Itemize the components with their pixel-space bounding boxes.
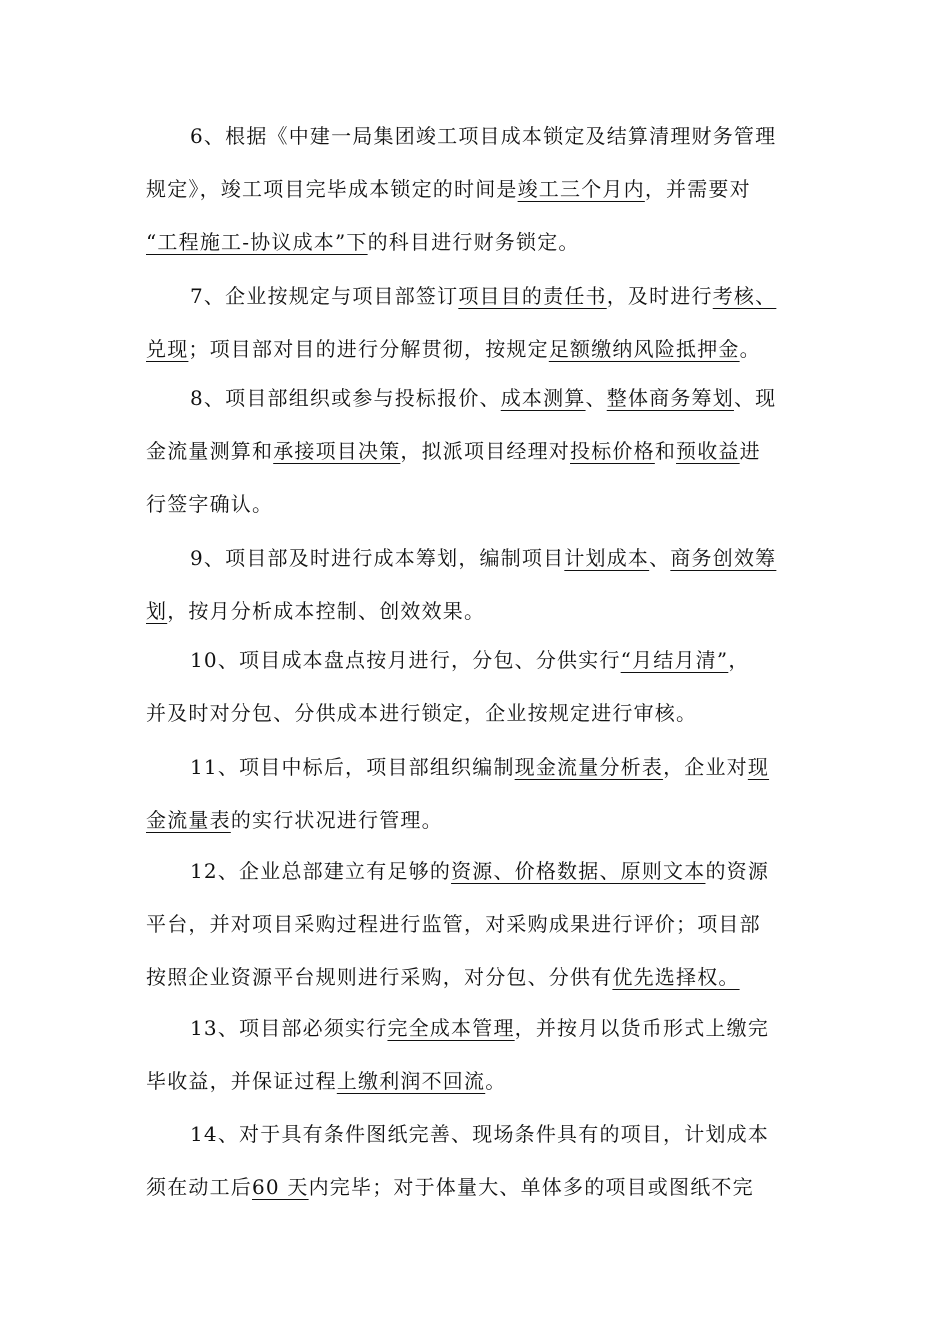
text-segment: 11、项目中标后，项目部组织编制 bbox=[190, 755, 515, 779]
text-segment: 14、对于具有条件图纸完善、现场条件具有的项目，计划成本 bbox=[190, 1122, 770, 1146]
text-line bbox=[146, 532, 806, 585]
text-line bbox=[146, 216, 806, 269]
text-segment: 毕收益，并保证过程 bbox=[146, 1069, 337, 1093]
paragraph-8 bbox=[146, 372, 806, 531]
text-segment: ；项目部对目的进行分解贯彻，按规定 bbox=[188, 337, 549, 361]
text-segment: 进 bbox=[739, 439, 761, 463]
text-segment: 的科目进行财务锁定。 bbox=[367, 230, 580, 254]
text-segment: ，并按月以货币形式上缴完 bbox=[514, 1016, 770, 1040]
text-segment: 9、项目部及时进行成本筹划，编制项目 bbox=[190, 546, 565, 570]
text-line bbox=[146, 372, 806, 425]
text-line bbox=[146, 845, 806, 898]
text-line bbox=[146, 634, 806, 687]
text-segment: 10、项目成本盘点按月进行，分包、分供实行 bbox=[190, 648, 621, 672]
text-line bbox=[146, 163, 806, 216]
paragraph-11 bbox=[146, 741, 806, 847]
underlined-text: 完全成本管理 bbox=[387, 1016, 515, 1040]
text-segment: 的资源 bbox=[705, 859, 770, 883]
underlined-text: 计划成本 bbox=[564, 546, 650, 570]
paragraph-7 bbox=[146, 270, 806, 376]
text-segment: 平台，并对项目采购过程进行监管，对采购成果进行评价；项目部 bbox=[146, 912, 761, 936]
text-segment: 须在动工后 bbox=[146, 1175, 252, 1199]
text-segment: 行签字确认。 bbox=[146, 492, 274, 516]
underlined-text: 金流量表 bbox=[146, 808, 231, 832]
paragraph-10 bbox=[146, 634, 806, 740]
underlined-text: 优先选择权。 bbox=[612, 965, 740, 989]
text-segment: 金流量测算和 bbox=[146, 439, 274, 463]
text-line bbox=[146, 1002, 806, 1055]
text-line bbox=[146, 585, 806, 638]
underlined-text: 承接项目决策 bbox=[273, 439, 401, 463]
text-segment: 13、项目部必须实行 bbox=[190, 1016, 388, 1040]
underlined-text: 现 bbox=[747, 755, 770, 779]
text-segment: ，拟派项目经理对 bbox=[400, 439, 571, 463]
text-line bbox=[146, 110, 806, 163]
text-segment: ，并需要对 bbox=[644, 177, 751, 201]
text-line bbox=[146, 270, 806, 323]
underlined-text: 竣工三个月内 bbox=[517, 177, 645, 201]
text-line bbox=[146, 794, 806, 847]
text-segment: 的实行状况进行管理。 bbox=[230, 808, 443, 832]
underlined-text: 成本测算 bbox=[500, 386, 586, 410]
text-segment: ，企业对 bbox=[663, 755, 748, 779]
text-line bbox=[146, 898, 806, 951]
underlined-text: 项目目的责任书 bbox=[458, 284, 607, 308]
underlined-text: 投标价格 bbox=[570, 439, 655, 463]
paragraph-13 bbox=[146, 1002, 806, 1108]
underlined-text: 划 bbox=[146, 599, 168, 623]
text-line bbox=[146, 741, 806, 794]
text-segment: 、现 bbox=[733, 386, 777, 410]
text-segment: 规定》，竣工项目完毕成本锁定的时间是 bbox=[146, 177, 518, 201]
text-segment: 。 bbox=[739, 337, 761, 361]
text-segment: 12、企业总部建立有足够的 bbox=[190, 859, 452, 883]
text-segment: 。 bbox=[485, 1069, 507, 1093]
underlined-text: “月结月清” bbox=[620, 648, 729, 672]
text-segment: 内完毕；对于体量大、单体多的项目或图纸不完 bbox=[308, 1175, 754, 1199]
underlined-text: 考核、 bbox=[712, 284, 777, 308]
text-segment: 7、企业按规定与项目部签订 bbox=[190, 284, 459, 308]
text-line bbox=[146, 1161, 806, 1214]
text-segment: 6、根据《中建一局集团竣工项目成本锁定及结算清理财务管理 bbox=[190, 124, 777, 148]
underlined-text: “工程施工-协议成本”下 bbox=[146, 230, 368, 254]
underlined-text: 现金流量分析表 bbox=[514, 755, 664, 779]
text-segment: 并及时对分包、分供成本进行锁定，企业按规定进行审核。 bbox=[146, 701, 698, 725]
text-line bbox=[146, 1108, 806, 1161]
paragraph-9 bbox=[146, 532, 806, 638]
text-line bbox=[146, 323, 806, 376]
paragraph-12 bbox=[146, 845, 806, 1004]
text-segment: ，及时进行 bbox=[606, 284, 713, 308]
underlined-text: 60 天 bbox=[252, 1175, 309, 1199]
underlined-text: 预收益 bbox=[676, 439, 740, 463]
text-segment: 8、项目部组织或参与投标报价、 bbox=[190, 386, 501, 410]
text-segment: ， bbox=[728, 648, 750, 672]
underlined-text: 商务创效筹 bbox=[670, 546, 777, 570]
text-segment: 按照企业资源平台规则进行采购，对分包、分供有 bbox=[146, 965, 613, 989]
paragraph-14 bbox=[146, 1108, 806, 1214]
underlined-text: 资源、价格数据、原则文本 bbox=[451, 859, 706, 883]
text-segment: ，按月分析成本控制、创效效果。 bbox=[167, 599, 486, 623]
text-line bbox=[146, 1055, 806, 1108]
text-segment: 和 bbox=[654, 439, 677, 463]
text-line bbox=[146, 478, 806, 531]
underlined-text: 上缴利润不回流 bbox=[336, 1069, 486, 1093]
text-line bbox=[146, 951, 806, 1004]
underlined-text: 足额缴纳风险抵押金 bbox=[548, 337, 740, 361]
paragraph-6 bbox=[146, 110, 806, 269]
underlined-text: 整体商务筹划 bbox=[606, 386, 734, 410]
text-segment: 、 bbox=[585, 386, 607, 410]
text-line bbox=[146, 425, 806, 478]
text-line bbox=[146, 687, 806, 740]
underlined-text: 兑现 bbox=[146, 337, 189, 361]
text-segment: 、 bbox=[649, 546, 671, 570]
